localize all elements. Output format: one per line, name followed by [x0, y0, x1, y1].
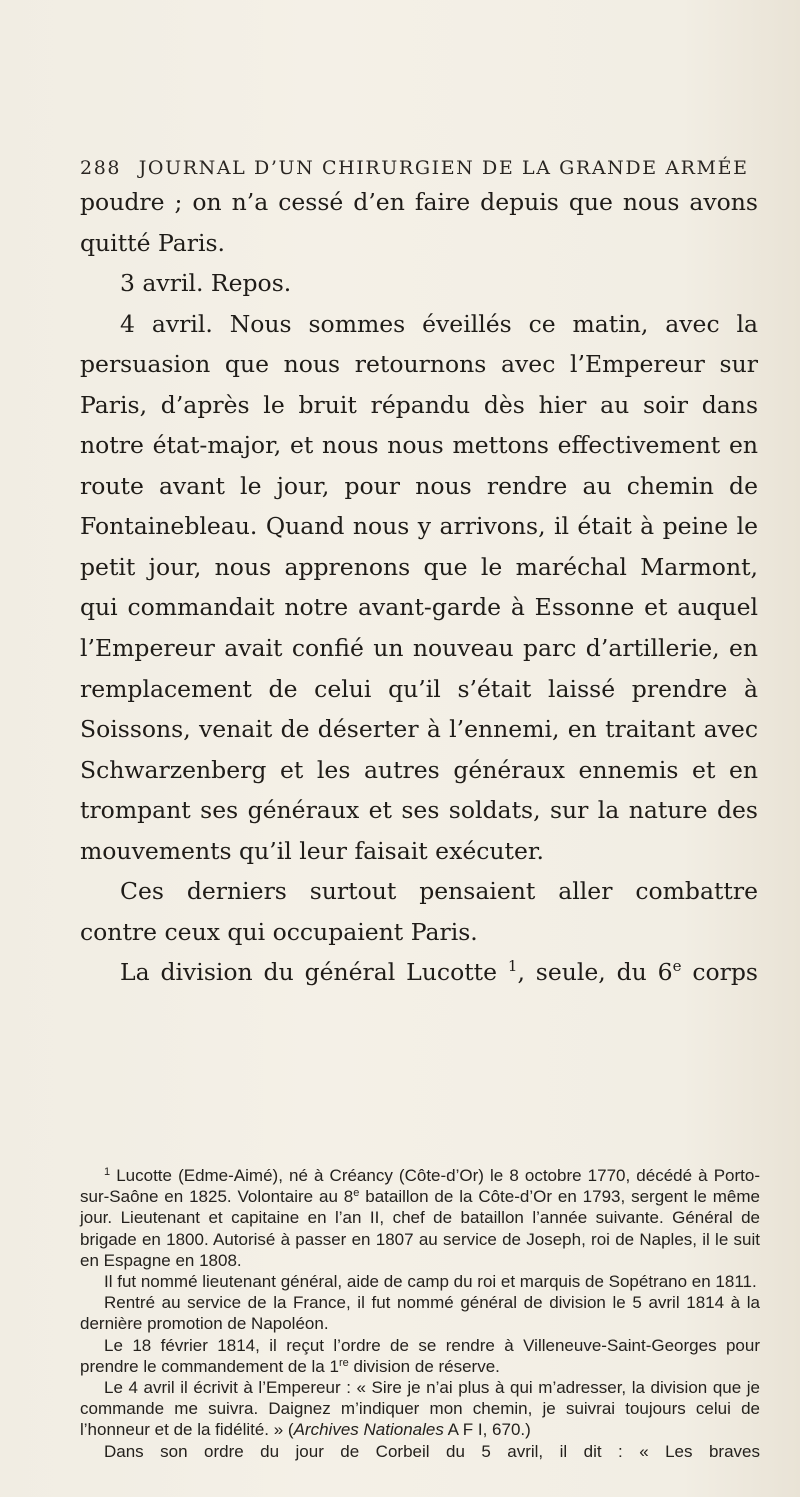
footnote-paragraph-1 — [80, 1165, 760, 1271]
footnote-text-4a: Le 18 février 1814, il reçut l’ordre de se rendre à Villeneuve-Saint-Georges pour prendre le commandement de la 1 — [80, 1335, 760, 1376]
footnote-text-5b: A F I, 670.) — [443, 1420, 531, 1440]
paragraph-1: poudre ; on n’a cessé d’en faire depuis que nous avons quitté Paris. — [80, 188, 758, 257]
footnote-reference: 1 — [507, 957, 518, 976]
footnote-paragraph-6: Dans son ordre du jour de Corbeil du 5 avril, il dit : « Les braves — [104, 1441, 760, 1461]
paragraph-5-middle: , seule, du 6 — [517, 958, 673, 987]
footnote-text-5a: Le 4 avril il écrivit à l’Empereur : « Sire je n’ai plus à qui m’adresser, la division que je commande me suivra. Daignez m’indiquer mon chemin, je suivrai toujours celui de l’honneur et de la fidélité. » ( — [80, 1378, 760, 1440]
footnote-paragraph-3: Rentré au service de la France, il fut nommé général de division le 5 avril 1814 à la dernière promotion de Napoléon. — [80, 1293, 760, 1334]
footnote-superscript-1: e — [353, 1187, 360, 1200]
footnote-paragraph-4 — [80, 1335, 760, 1377]
footnote-source: Archives Nationales — [293, 1420, 444, 1440]
footnote-paragraph-5 — [80, 1377, 760, 1441]
main-text — [80, 182, 758, 993]
footnote-marker: 1 — [104, 1166, 111, 1178]
ordinal-superscript: e — [672, 957, 682, 976]
footnote-text-1a: Lucotte (Edme-Aimé), né à Créancy (Côte-d’Or) le 8 octobre 1770, décédé à Porto-sur-Saône en 1825. Volontaire au 8 — [80, 1166, 760, 1207]
running-header — [80, 157, 760, 179]
footnote-block — [80, 1165, 760, 1462]
footnote-text-1b: bataillon de la Côte-d’Or en 1793, sergent le même jour. Lieutenant et capitaine en l’an II, chef de bataillon l’année suivante. Général de brigade en 1800. Autorisé à passer en 1807 au service de Joseph, roi de Naples, il le suit en Espagne en 1808. — [80, 1187, 760, 1270]
paragraph-5 — [80, 952, 758, 993]
footnote-superscript-4: re — [338, 1356, 349, 1369]
paragraph-2: 3 avril. Repos. — [120, 269, 292, 298]
running-title: JOURNAL D’UN CHIRURGIEN DE LA GRANDE ARMÉE — [138, 157, 749, 179]
paragraph-5-start: La division du général Lucotte — [120, 958, 498, 987]
paragraph-4: Ces derniers surtout pensaient aller combattre contre ceux qui occupaient Paris. — [80, 877, 758, 946]
footnote-text-4b: division de réserve. — [348, 1356, 500, 1376]
page-number: 288 — [80, 157, 122, 179]
footnote-paragraph-2: Il fut nommé lieutenant général, aide de camp du roi et marquis de Sopétrano en 1811. — [104, 1272, 757, 1292]
paragraph-3: 4 avril. Nous sommes éveillés ce matin, avec la persuasion que nous retournons avec l’Empereur sur Paris, d’après le bruit répandu dès hier au soir dans notre état-major, et nous nous mettons effectivement en route avant le jour, pour nous rendre au chemin de Fontainebleau. Quand nous y arrivons, il était à peine le petit jour, nous apprenons que le maréchal Marmont, qui commandait notre avant-garde à Essonne et auquel l’Empereur avait confié un nouveau parc d’artillerie, en remplacement de celui qu’il s’était laissé prendre à Soissons, venait de déserter à l’ennemi, en traitant avec Schwarzenberg et les autres généraux ennemis et en trompant ses généraux et ses soldats, sur la nature des mouvements qu’il leur faisait exécuter. — [80, 309, 758, 865]
paragraph-5-end: corps — [681, 958, 758, 987]
